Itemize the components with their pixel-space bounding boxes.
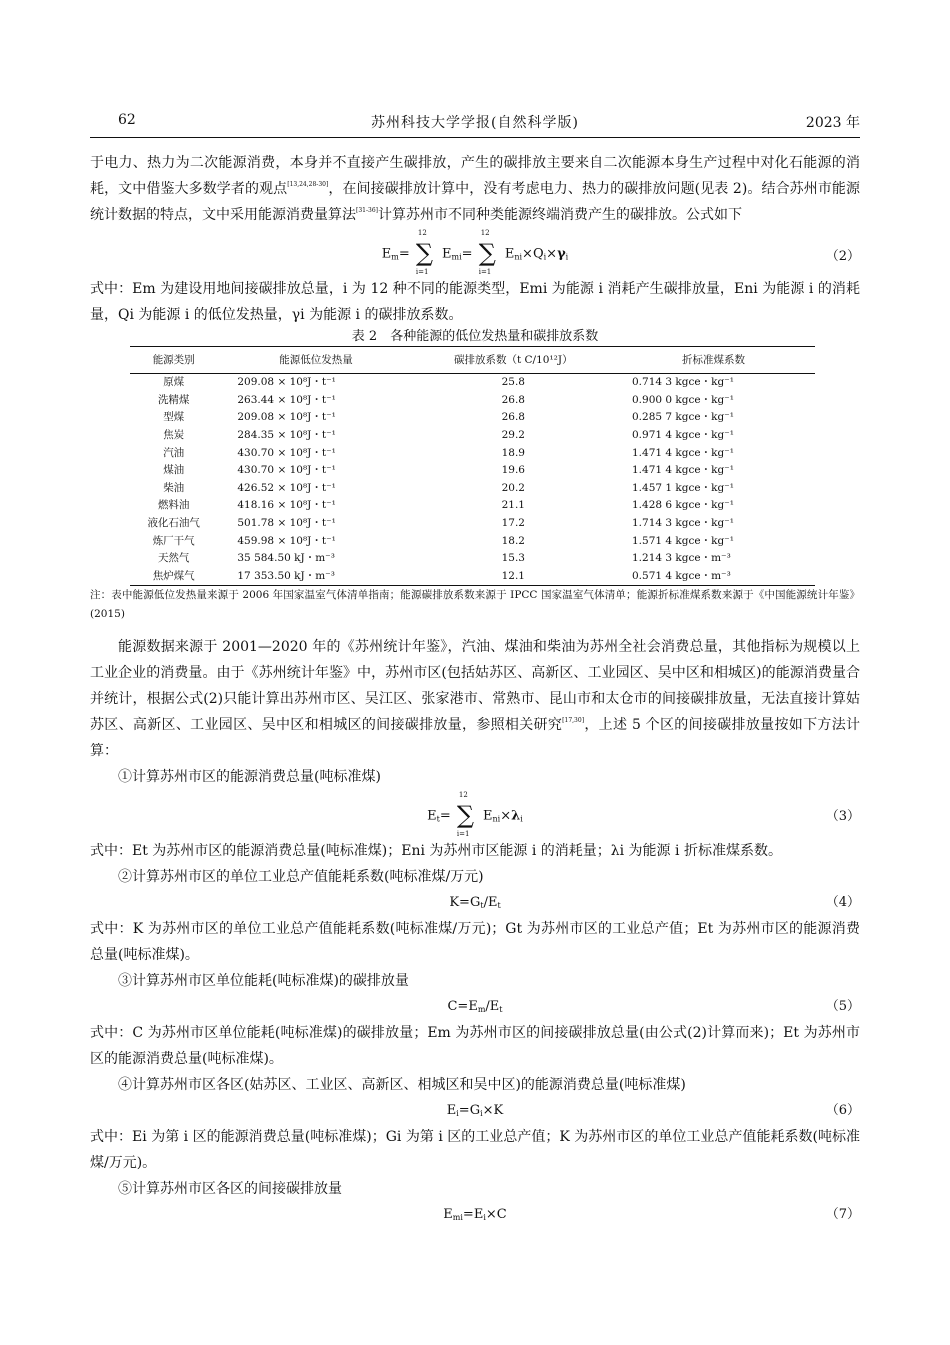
- journal-title: 苏州科技大学学报(自然科学版): [371, 115, 579, 131]
- table-cell: 12.1: [415, 568, 612, 586]
- step-2-heading: ②计算苏州市区的单位工业总产值能耗系数(吨标准煤/万元): [118, 869, 484, 886]
- publication-year: 2023 年: [805, 115, 860, 131]
- table-cell: 18.2: [501, 534, 525, 547]
- table-cell: 炼厂干气: [152, 534, 195, 547]
- table-cell: 209.08 × 10⁸J・t⁻¹: [237, 411, 336, 424]
- equation-7: Emi=Ei×C （7）: [90, 1202, 860, 1228]
- table-cell: 263.44 × 10⁸J・t⁻¹: [237, 393, 336, 406]
- table-cell: 430.70 × 10⁸J・t⁻¹: [237, 464, 336, 477]
- table-row: [130, 374, 815, 392]
- summation-symbol: 12 ∑ i=1: [478, 229, 496, 276]
- table-cell: 天然气: [157, 552, 190, 565]
- equation-number: （3）: [825, 809, 860, 825]
- equation-number: （6）: [825, 1103, 860, 1119]
- table-cell: 1.428 6 kgce・kg⁻¹: [632, 499, 734, 512]
- table-row: [130, 515, 815, 533]
- step-3-heading: ③计算苏州市区单位能耗(吨标准煤)的碳排放量: [118, 973, 409, 990]
- equation-6: Ei=Gi×K （6）: [90, 1098, 860, 1124]
- table-cell: 35 584.50 kJ・m⁻³: [237, 552, 335, 565]
- table-cell: 501.78 × 10⁸J・t⁻¹: [237, 517, 336, 530]
- table-cell: 1.571 4 kgce・kg⁻¹: [632, 534, 734, 547]
- table-note: 注：表中能源低位发热量来源于 2006 年国家温室气体清单指南；能源碳排放系数来源于 IPCC 国家温室气体清单；能源折标准煤系数来源于《中国能源统计年鉴》(2015): [90, 589, 860, 621]
- table-cell: 1.471 4 kgce・kg⁻¹: [632, 446, 734, 459]
- table-cell: 柴油: [163, 481, 185, 494]
- table-cell: 26.8: [501, 411, 525, 424]
- table-cell: 19.6: [501, 464, 525, 477]
- table-cell: 0.285 7 kgce・kg⁻¹: [632, 411, 734, 424]
- column-header: 碳排放系数（t C/10¹²J）: [415, 347, 612, 374]
- citation: [17,30]: [562, 717, 585, 725]
- step-5-heading: ⑤计算苏州市区各区的间接碳排放量: [118, 1181, 342, 1198]
- equation-5: C=Em/Et （5）: [90, 994, 860, 1020]
- table-row: [130, 462, 815, 480]
- table-cell: 426.52 × 10⁸J・t⁻¹: [237, 481, 336, 494]
- table-cell: 煤油: [163, 464, 185, 477]
- table-row: [130, 409, 815, 427]
- equation-4: K=Gt/Et （4）: [90, 890, 860, 916]
- column-header: 折标准煤系数: [612, 347, 815, 374]
- table-row: [130, 532, 815, 550]
- energy-coefficient-table: [130, 346, 815, 586]
- step-4-heading: ④计算苏州市区各区(姑苏区、工业区、高新区、相城区和吴中区)的能源消费总量(吨标准煤): [118, 1077, 686, 1094]
- table-cell: 型煤: [163, 411, 185, 424]
- summation-symbol: 12 ∑ i=1: [415, 229, 434, 276]
- table-cell: 燃料油: [157, 499, 190, 512]
- table-cell: 0.714 3 kgce・kg⁻¹: [632, 376, 734, 389]
- table-title: 表 2 各种能源的低位发热量和碳排放系数: [351, 329, 599, 344]
- table-cell: 284.35 × 10⁸J・t⁻¹: [237, 429, 336, 442]
- table-cell: 418.16 × 10⁸J・t⁻¹: [237, 499, 336, 512]
- header-rule: [90, 137, 860, 138]
- table-cell: 1.214 3 kgce・m⁻³: [632, 552, 731, 565]
- table-cell: 1.714 3 kgce・kg⁻¹: [632, 517, 734, 530]
- equation-5-description: 式中：C 为苏州市区单位能耗(吨标准煤)的碳排放量；Em 为苏州市区的间接碳排放总量(由公式(2)计算而来)；Et 为苏州市区的能源消费总量(吨标准煤)。: [90, 1025, 860, 1068]
- column-header: 能源类别: [130, 347, 217, 374]
- running-header: [90, 112, 860, 136]
- equation-6-description: 式中：Ei 为第 i 区的能源消费总量(吨标准煤)；Gi 为第 i 区的工业总产值；K 为苏州市区的单位工业总产值能耗系数(吨标准煤/万元)。: [90, 1129, 860, 1172]
- equation-number: （5）: [825, 999, 860, 1015]
- table-row: [130, 497, 815, 515]
- equation-number: （2）: [825, 249, 860, 264]
- table-cell: 18.9: [501, 446, 525, 459]
- table-row: [130, 427, 815, 445]
- page-number: 62: [118, 112, 136, 128]
- equation-3-description: 式中：Et 为苏州市区的能源消费总量(吨标准煤)；Eni 为苏州市区能源 i 的消耗量；λi 为能源 i 折标准煤系数。: [90, 843, 782, 860]
- table-cell: 459.98 × 10⁸J・t⁻¹: [237, 534, 336, 547]
- table-cell: 0.571 4 kgce・m⁻³: [612, 568, 815, 586]
- citation: [13,24,28-30]: [287, 181, 329, 188]
- table-cell: 430.70 × 10⁸J・t⁻¹: [237, 446, 336, 459]
- table-cell: 20.2: [501, 481, 525, 494]
- table-cell: 0.900 0 kgce・kg⁻¹: [632, 393, 734, 406]
- table-cell: 29.2: [501, 429, 525, 442]
- table-cell: 液化石油气: [147, 517, 200, 530]
- equation-4-description: 式中：K 为苏州市区的单位工业总产值能耗系数(吨标准煤/万元)；Gt 为苏州市区的工业总产值；Et 为苏州市区的能源消费总量(吨标准煤)。: [90, 921, 860, 964]
- citation: [31-36]: [356, 207, 378, 214]
- table-row: [130, 568, 815, 586]
- table-row: [130, 444, 815, 462]
- step-1-heading: ①计算苏州市区的能源消费总量(吨标准煤): [118, 769, 381, 786]
- table-row: [130, 480, 815, 498]
- article-body: [90, 150, 860, 1228]
- column-header: 能源低位发热量: [217, 347, 414, 374]
- equation-2: Em= 12 ∑ i=1 Emi= 12 ∑ i=1 Eni×Qi×γi （2）: [381, 229, 860, 276]
- table-header-row: [130, 347, 815, 374]
- summation-symbol: 12 ∑ i=1: [456, 791, 475, 839]
- table-cell: 25.8: [501, 376, 525, 389]
- table-row: [130, 550, 815, 568]
- equation-number: （4）: [825, 895, 860, 911]
- table-cell: 1.471 4 kgce・kg⁻¹: [632, 464, 734, 477]
- table-cell: 原煤: [163, 376, 185, 389]
- table-cell: 21.1: [501, 499, 525, 512]
- table-cell: 209.08 × 10⁸J・t⁻¹: [237, 376, 336, 389]
- table-row: [130, 392, 815, 410]
- table-cell: 焦炭: [163, 429, 185, 442]
- equation-number: （7）: [825, 1207, 860, 1223]
- table-cell: 17.2: [501, 517, 525, 530]
- table-cell: 0.971 4 kgce・kg⁻¹: [632, 429, 734, 442]
- equation-2-description: 式中：Em 为建设用地间接碳排放总量，i 为 12 种不同的能源类型，Emi 为能源 i 消耗产生碳排放量，Eni 为能源 i 的消耗量，Qi 为能源 i 的低位发热量，γi 为能源 i 的碳排放系数。: [90, 281, 860, 323]
- equation-3: Et= 12 ∑ i=1 Eni×λi （3）: [427, 791, 860, 839]
- paragraph-1: 于电力、热力为二次能源消费，本身并不直接产生碳排放，产生的碳排放主要来自二次能源本身生产过程中对化石能源的消耗，文中借鉴大多数学者的观点[13,24,28-30]，在间接碳排放计算中，没有考虑电力、热力的碳排放问题(见表 2)。结合苏州市能源统计数据的特点，文中采用能源消费量算法[31-36]计算苏州市不同种类能源终端消费产生的碳排放。公式如下: [90, 155, 861, 223]
- table-cell: 26.8: [501, 393, 525, 406]
- table-cell: 1.457 1 kgce・kg⁻¹: [632, 481, 734, 494]
- table-cell: 17 353.50 kJ・m⁻³: [217, 568, 414, 586]
- table-cell: 洗精煤: [157, 393, 190, 406]
- paragraph-2: 能源数据来源于 2001—2020 年的《苏州统计年鉴》，汽油、煤油和柴油为苏州全社会消费总量，其他指标为规模以上工业企业的消费量。由于《苏州统计年鉴》中，苏州市区(包括姑苏区、高新区、工业园区、吴中区和相城区)的能源消费量合并统计，根据公式(2)只能计算出苏州市区、吴江区、张家港市、常熟市、昆山市和太仓市的间接碳排放量，无法直接计算姑苏区、高新区、工业园区、吴中区和相城区的间接碳排放量，参照相关研究[17,30]，上述 5 个区的间接碳排放量按如下方法计算：: [90, 639, 860, 760]
- table-cell: 汽油: [163, 446, 185, 459]
- table-cell: 15.3: [501, 552, 525, 565]
- table-cell: 焦炉煤气: [130, 568, 217, 586]
